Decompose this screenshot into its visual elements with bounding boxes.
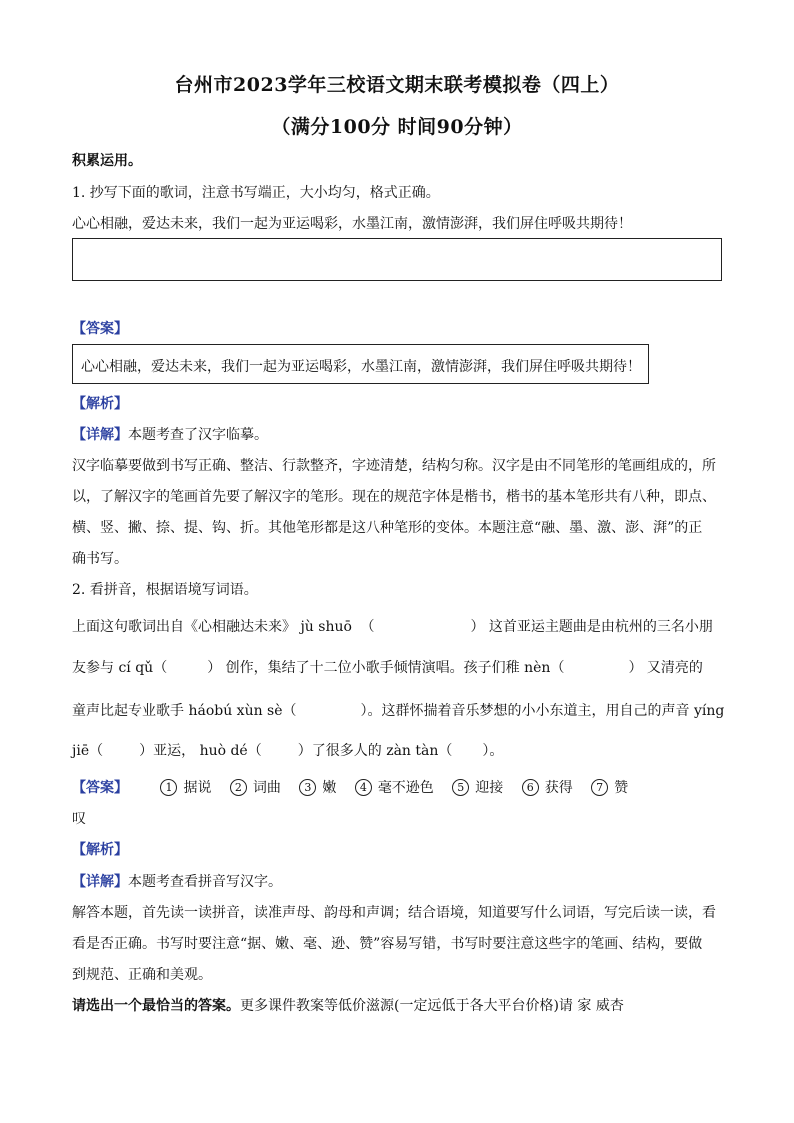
pinyin: háobú xùn sè bbox=[188, 703, 283, 719]
q2-detail-line: 解答本题，首先读一读拼音，读准声母、韵母和声调；结合语境，知道要写什么词语，写完后读一读，看 bbox=[72, 905, 716, 921]
q2-line-1: 上面这句歌词出自《心相融达未来》 jù shuō （ ） 这首亚运主题曲是由杭州的三名小朋 bbox=[72, 619, 713, 635]
circled-number: 4 bbox=[355, 779, 372, 796]
answer-item: 5 迎接 bbox=[452, 779, 503, 797]
q2-detail-first-text: 本题考查看拼音写汉字。 bbox=[128, 874, 282, 890]
q1-detail-line: 确书写。 bbox=[72, 551, 128, 567]
q2-line-2: 友参与 cí qǔ（ ） 创作，集结了十二位小歌手倾情演唱。孩子们稚 nèn（ ） 又清亮的 bbox=[72, 660, 703, 676]
page-title: 台州市2023学年三校语文期末联考模拟卷（四上） bbox=[174, 74, 620, 96]
q2-prompt: 2. 看拼音，根据语境写词语。 bbox=[72, 582, 258, 598]
footer-bold: 请选出一个最恰当的答案。 bbox=[72, 998, 240, 1014]
q2-detail-first bbox=[72, 873, 282, 891]
circled-number: 2 bbox=[230, 779, 247, 796]
q2-analysis-label: 【解析】 bbox=[72, 842, 128, 858]
q1-detail-first-text: 本题考查了汉字临摹。 bbox=[128, 427, 268, 443]
q2-detail-line: 看是否正确。书写时要注意“据、嫩、毫、逊、赞”容易写错，书写时要注意这些字的笔画、结构，要做 bbox=[72, 936, 703, 952]
q2-line-3: 童声比起专业歌手 háobú xùn sè（ ）。这群怀揣着音乐梦想的小小东道主，用自己的声音 yíng bbox=[72, 703, 725, 719]
q2-answer-row bbox=[72, 779, 628, 797]
pinyin: yíng bbox=[693, 703, 725, 719]
answer-item: 2 词曲 bbox=[230, 779, 281, 797]
q1-answer-label: 【答案】 bbox=[72, 321, 128, 337]
pinyin: jiē bbox=[72, 743, 90, 759]
pinyin: zàn tàn bbox=[386, 743, 439, 759]
circled-number: 5 bbox=[452, 779, 469, 796]
q1-analysis-label: 【解析】 bbox=[72, 396, 128, 412]
pinyin: jù shuō bbox=[300, 619, 352, 635]
q1-text: 心心相融，爱达未来，我们一起为亚运喝彩，水墨江南，激情澎湃，我们屏住呼吸共期待！ bbox=[72, 216, 632, 232]
q2-detail-label: 【详解】 bbox=[72, 874, 128, 890]
answer-item: 1 据说 bbox=[160, 779, 211, 797]
circled-number: 3 bbox=[299, 779, 316, 796]
q1-prompt: 1. 抄写下面的歌词，注意书写端正，大小均匀，格式正确。 bbox=[72, 185, 440, 201]
section-title: 积累运用。 bbox=[72, 153, 142, 169]
answer-item: 3 嫩 bbox=[299, 779, 336, 797]
q1-detail-first bbox=[72, 426, 268, 444]
q2-detail-line: 到规范、正确和美观。 bbox=[72, 967, 212, 983]
q1-detail-line: 以，了解汉字的笔画首先要了解汉字的笔形。现在的规范字体是楷书，楷书的基本笔形共有八种，即点、 bbox=[72, 489, 716, 505]
answer-item: 7 赞 bbox=[591, 779, 628, 797]
q1-detail-label: 【详解】 bbox=[72, 427, 128, 443]
page-subtitle: （满分100分 时间90分钟） bbox=[271, 116, 523, 138]
q1-writing-box[interactable] bbox=[72, 238, 722, 281]
q2-answer-label: 【答案】 bbox=[72, 780, 128, 796]
circled-number: 1 bbox=[160, 779, 177, 796]
q1-answer-text: 心心相融，爱达未来，我们一起为亚运喝彩，水墨江南，激情澎湃，我们屏住呼吸共期待！ bbox=[81, 359, 641, 375]
circled-number: 7 bbox=[591, 779, 608, 796]
footer-line bbox=[72, 997, 624, 1015]
q2-line-4: jiē（ ）亚运， huò dé（ ）了很多人的 zàn tàn（ ）。 bbox=[72, 743, 504, 759]
answer-item: 4 毫不逊色 bbox=[355, 779, 434, 797]
pinyin: huò dé bbox=[199, 743, 248, 759]
q1-answer-box bbox=[72, 344, 649, 384]
q1-detail-line: 汉字临摹要做到书写正确、整洁、行款整齐，字迹清楚，结构匀称。汉字是由不同笔形的笔画组成的，所 bbox=[72, 458, 716, 474]
q1-detail-line: 横、竖、撇、捺、提、钩、折。其他笔形都是这八种笔形的变体。本题注意“融、墨、激、澎、湃”的正 bbox=[72, 520, 703, 536]
q2-answer-wrap: 叹 bbox=[72, 811, 86, 827]
pinyin: cí qǔ bbox=[118, 660, 154, 676]
answer-item: 6 获得 bbox=[522, 779, 573, 797]
circled-number: 6 bbox=[522, 779, 539, 796]
footer-text: 更多课件教案等低价滋源(一定远低于各大平台价格)请 家 威杏 bbox=[240, 998, 624, 1014]
pinyin: nèn bbox=[524, 660, 551, 676]
